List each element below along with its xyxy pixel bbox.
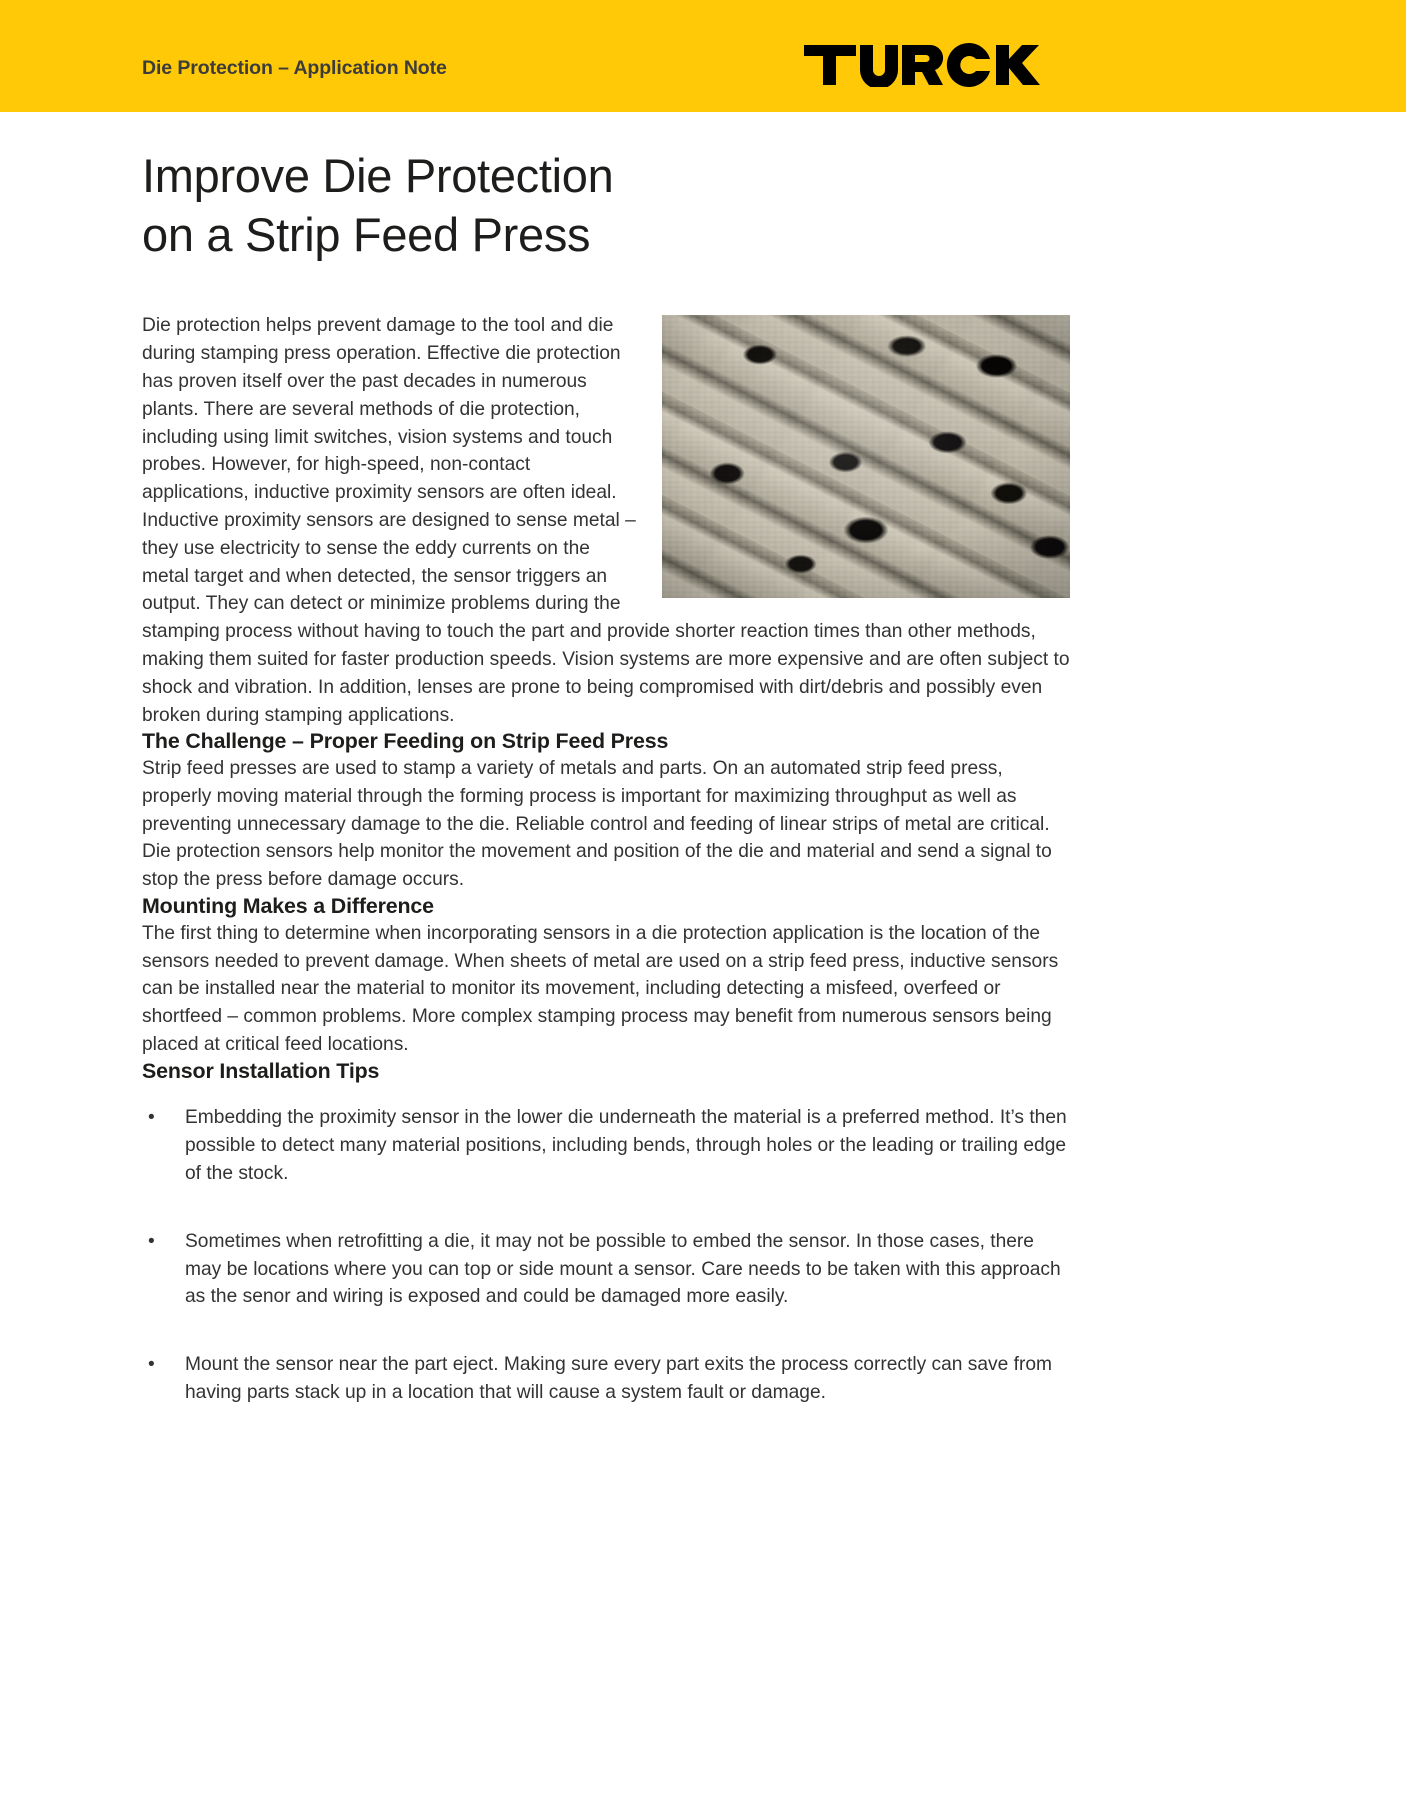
list-item bbox=[142, 1104, 1070, 1187]
page-header bbox=[0, 0, 1406, 112]
bullet-marker: • bbox=[148, 1230, 155, 1252]
section-heading-challenge: The Challenge – Proper Feeding on Strip Feed Press bbox=[142, 729, 669, 754]
bullet-marker: • bbox=[148, 1107, 155, 1129]
section-heading-tips: Sensor Installation Tips bbox=[142, 1058, 380, 1083]
page-title-line-2: on a Strip Feed Press bbox=[142, 208, 591, 262]
section-paragraph-mounting: The first thing to determine when incorporating sensors in a die protection application is the location of the sensors needed to prevent damage. When sheets of metal are used on a strip feed press, inductive sensors can be installed near the material to monitor its movement, including detecting a misfeed, overfeed or shortfeed – common problems. More complex stamping process may benefit from numerous sensors being placed at critical feed locations. bbox=[142, 922, 1059, 1055]
intro-block bbox=[142, 312, 1070, 729]
page-title bbox=[142, 112, 1070, 264]
hero-image bbox=[662, 315, 1070, 598]
sensor-installation-tips-list bbox=[142, 1104, 1070, 1406]
section-paragraph-challenge: Strip feed presses are used to stamp a variety of metals and parts. On an automated strip feed press, properly moving material through the forming process is important for maximizing throughput as well as preventing unnecessary damage to the die. Reliable control and feeding of linear strips of metal are critical. Die protection sensors help monitor the movement and position of the die and material and send a signal to stop the press before damage occurs. bbox=[142, 758, 1052, 891]
list-item-text: Sometimes when retrofitting a die, it may not be possible to embed the sensor. In those cases, there may be locations where you can top or side mount a sensor. Care needs to be taken with this approach as the senor and wiring is exposed and could be damaged more easily. bbox=[185, 1230, 1061, 1308]
bullet-marker: • bbox=[148, 1354, 155, 1376]
intro-paragraph: Die protection helps prevent damage to the tool and die during stamping press operation. Effective die protection has proven itself over the past decades in numerous plants. There are several methods of die protection, including using limit switches, vision systems and touch probes. However, for high-speed, non-contact applications, inductive proximity sensors are often ideal. Inductive proximity sensors are designed to sense metal – they use electricity to sense the eddy currents on the metal target and when detected, the sensor triggers an output. They can detect or minimize problems during the stamping process without having to touch the part and provide shorter reaction times than other methods, making them suited for faster production speeds. Vision systems are more expensive and are often subject to shock and vibration. In addition, lenses are prone to being compromised with dirt/debris and possibly even broken during stamping applications. bbox=[142, 315, 1070, 726]
page-title-line-1: Improve Die Protection bbox=[142, 149, 614, 202]
list-item-text: Mount the sensor near the part eject. Making sure every part exits the process correctly can save from having parts stack up in a location that will cause a system fault or damage. bbox=[185, 1354, 1053, 1403]
header-title: Die Protection – Application Note bbox=[142, 57, 447, 79]
list-item-text: Embedding the proximity sensor in the lower die underneath the material is a preferred method. It’s then possible to detect many material positions, including bends, through holes or the leading or trailing edge of the stock. bbox=[185, 1107, 1067, 1185]
turck-logo bbox=[804, 43, 1074, 87]
list-item bbox=[142, 1351, 1070, 1407]
list-item bbox=[142, 1228, 1070, 1311]
section-heading-mounting: Mounting Makes a Difference bbox=[142, 894, 434, 919]
content-column bbox=[142, 112, 1070, 1407]
hero-image-vignette bbox=[662, 315, 1070, 598]
